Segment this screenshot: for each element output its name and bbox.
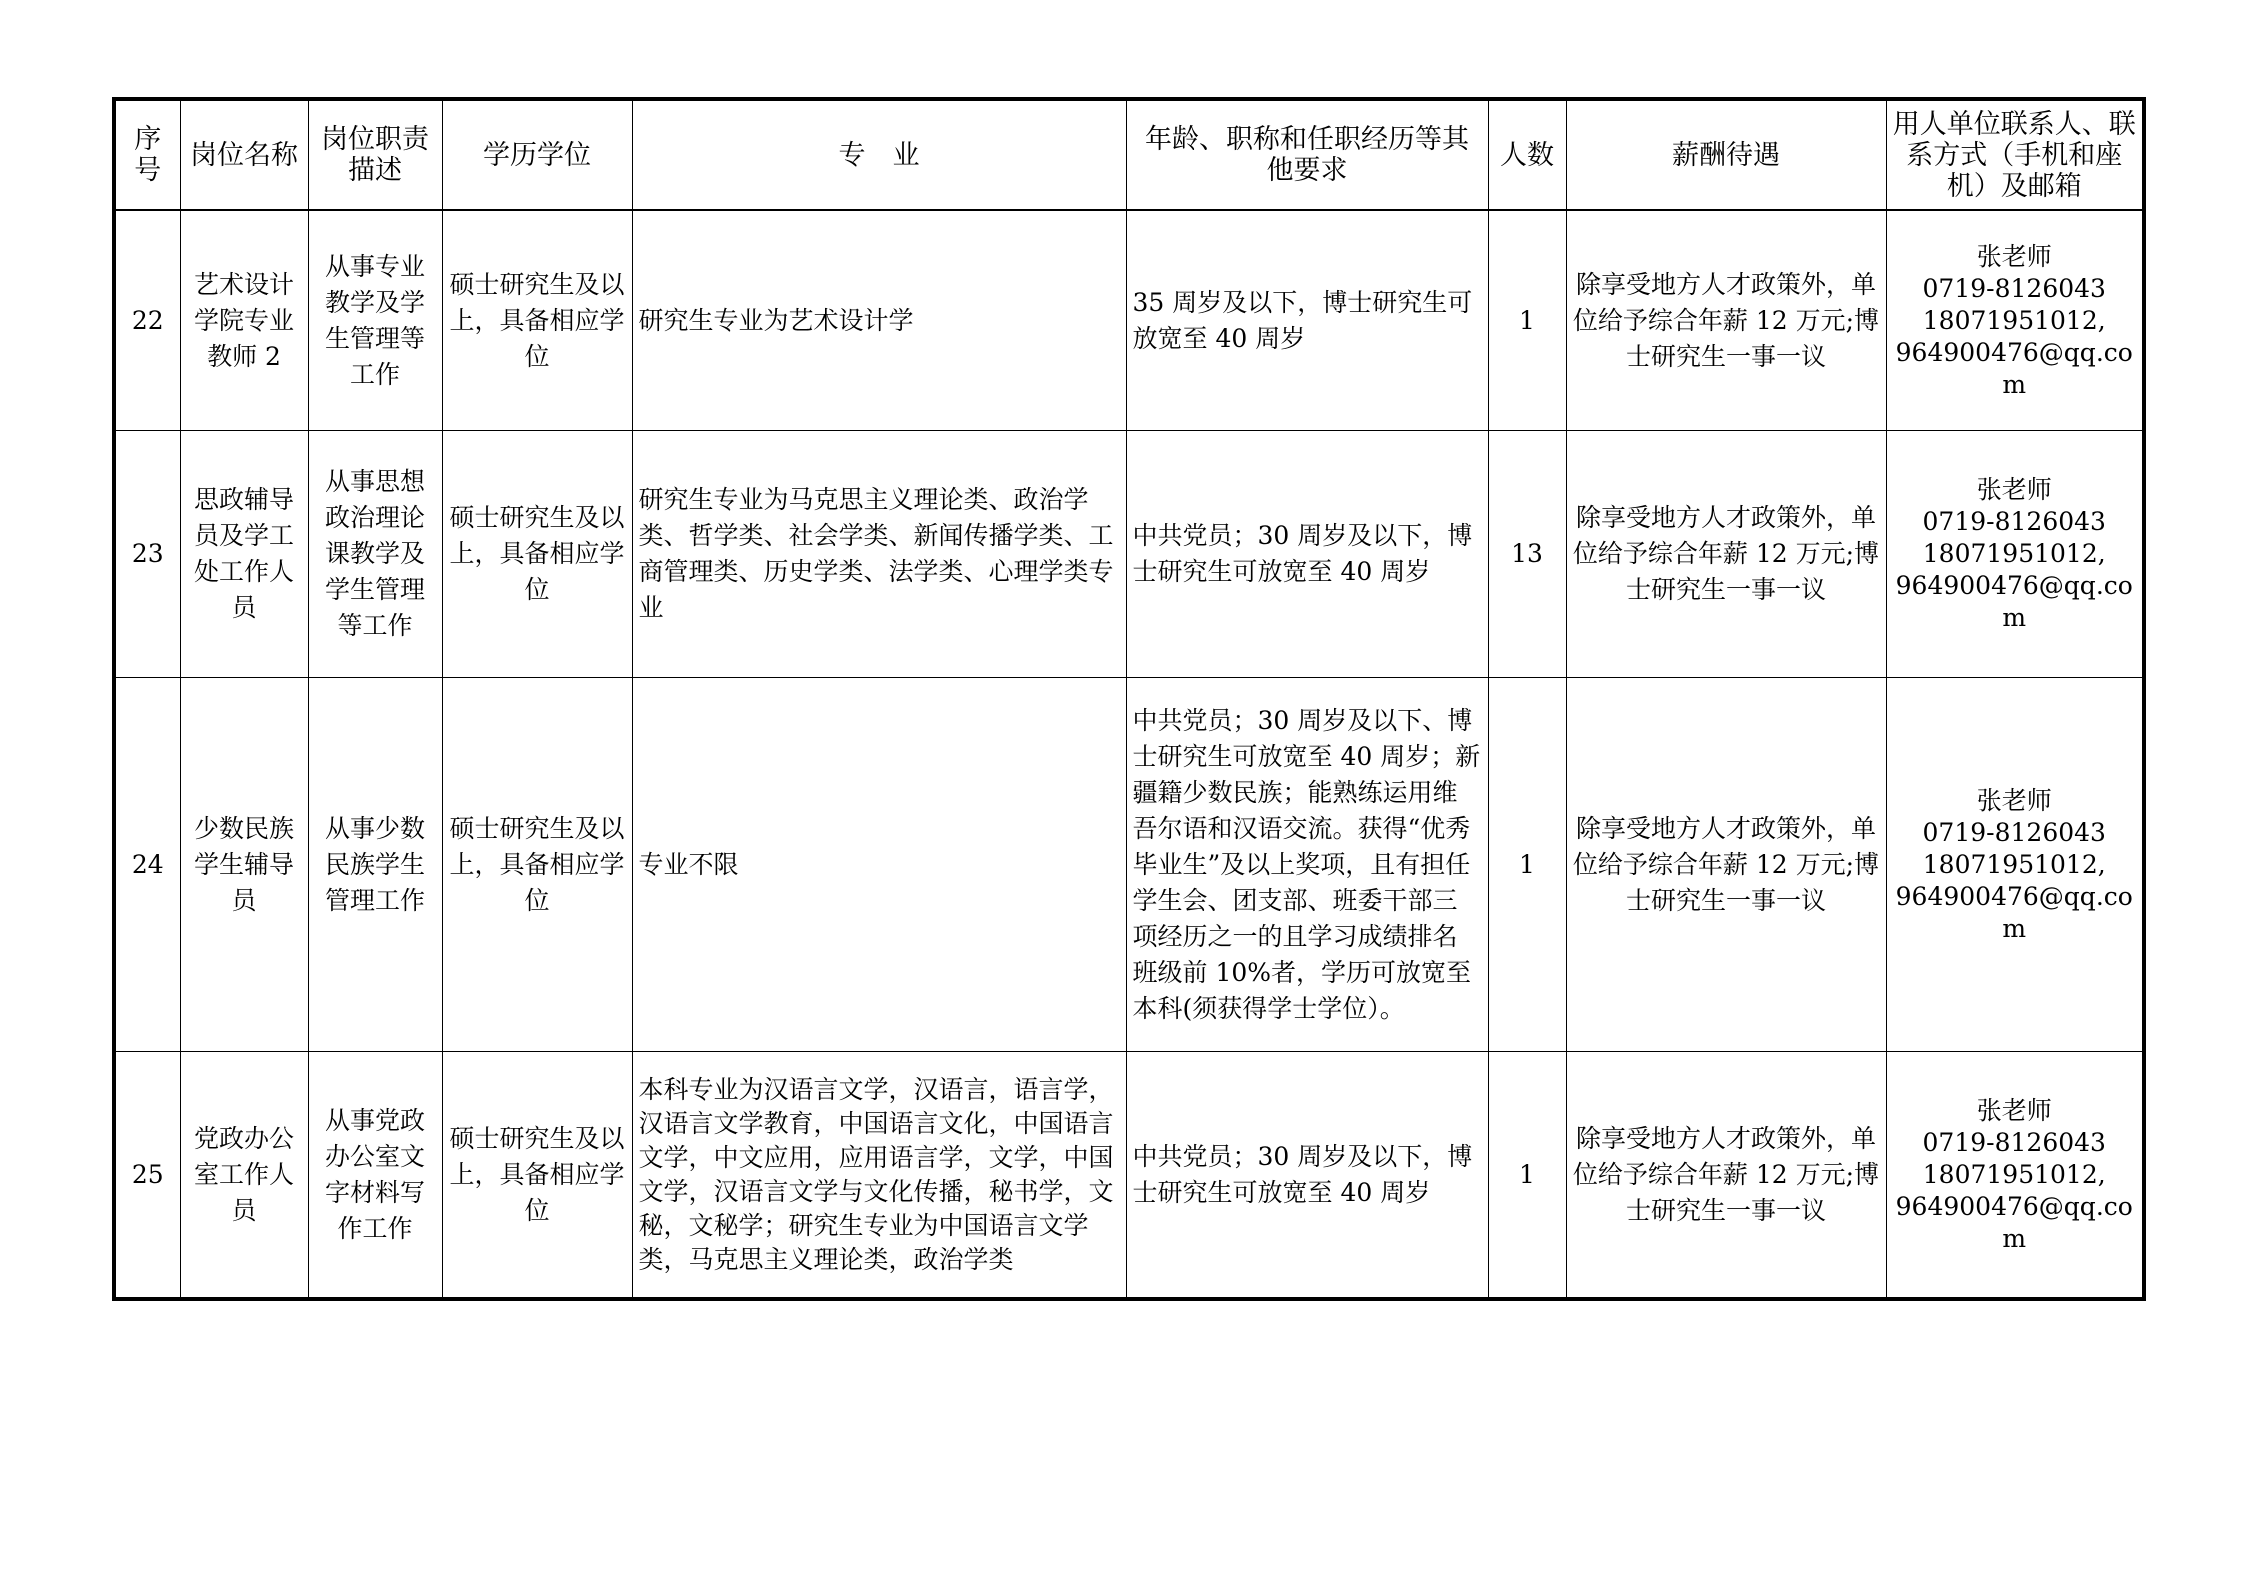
cell-education: 硕士研究生及以上，具备相应学位 [442, 210, 632, 431]
cell-count: 1 [1488, 210, 1566, 431]
cell-salary: 除享受地方人才政策外，单位给予综合年薪 12 万元;博士研究生一事一议 [1566, 431, 1886, 678]
cell-contact [1886, 678, 2144, 1052]
cell-post-name: 党政办公室工作人员 [180, 1052, 308, 1300]
cell-requirements: 中共党员；30 周岁及以下、博士研究生可放宽至 40 周岁；新疆籍少数民族；能熟练运用维吾尔语和汉语交流。获得“优秀毕业生”及以上奖项，且有担任学生会、团支部、班委干部三项经历之一的且学习成绩排名班级前 10%者，学历可放宽至本科(须获得学士学位）。 [1126, 678, 1488, 1052]
cell-contact [1886, 431, 2144, 678]
cell-count: 1 [1488, 678, 1566, 1052]
contact-landline: 0719-8126043 [1922, 1127, 2106, 1157]
cell-duty: 从事专业教学及学生管理等工作 [308, 210, 442, 431]
contact-mobile: 18071951012, [1922, 305, 2106, 335]
cell-count: 1 [1488, 1052, 1566, 1300]
cell-salary: 除享受地方人才政策外，单位给予综合年薪 12 万元;博士研究生一事一议 [1566, 1052, 1886, 1300]
header-requirements: 年龄、职称和任职经历等其他要求 [1126, 99, 1488, 210]
cell-contact [1886, 1052, 2144, 1300]
contact-mobile: 18071951012, [1922, 1159, 2106, 1189]
cell-requirements: 35 周岁及以下，博士研究生可放宽至 40 周岁 [1126, 210, 1488, 431]
header-row [114, 99, 2144, 210]
table-row [114, 431, 2144, 678]
header-major: 专 业 [632, 99, 1126, 210]
cell-requirements: 中共党员；30 周岁及以下，博士研究生可放宽至 40 周岁 [1126, 431, 1488, 678]
cell-seq: 25 [114, 1052, 180, 1300]
cell-major: 本科专业为汉语言文学，汉语言，语言学，汉语言文学教育，中国语言文化，中国语言文学，中文应用，应用语言学，文学，中国文学，汉语言文学与文化传播，秘书学，文秘，文秘学；研究生专业为中国语言文学类，马克思主义理论类，政治学类 [632, 1052, 1126, 1300]
cell-seq: 22 [114, 210, 180, 431]
cell-contact [1886, 210, 2144, 431]
cell-duty: 从事少数民族学生管理工作 [308, 678, 442, 1052]
header-duty: 岗位职责描述 [308, 99, 442, 210]
table-row [114, 678, 2144, 1052]
cell-count: 13 [1488, 431, 1566, 678]
recruitment-table-container [112, 97, 2142, 1301]
contact-name: 张老师 [1976, 785, 2052, 815]
recruitment-table [112, 97, 2146, 1301]
contact-name: 张老师 [1976, 241, 2052, 271]
contact-email: 964900476@qq.com [1895, 881, 2133, 943]
cell-post-name: 少数民族学生辅导员 [180, 678, 308, 1052]
cell-education: 硕士研究生及以上，具备相应学位 [442, 1052, 632, 1300]
cell-education: 硕士研究生及以上，具备相应学位 [442, 431, 632, 678]
contact-landline: 0719-8126043 [1922, 507, 2106, 536]
header-contact: 用人单位联系人、联系方式（手机和座机）及邮箱 [1886, 99, 2144, 210]
contact-email: 964900476@qq.com [1895, 571, 2133, 632]
header-seq: 序号 [114, 99, 180, 210]
contact-name: 张老师 [1976, 1095, 2052, 1125]
cell-seq: 23 [114, 431, 180, 678]
cell-major: 研究生专业为马克思主义理论类、政治学类、哲学类、社会学类、新闻传播学类、工商管理类、历史学类、法学类、心理学类专业 [632, 431, 1126, 678]
header-post-name: 岗位名称 [180, 99, 308, 210]
cell-major: 研究生专业为艺术设计学 [632, 210, 1126, 431]
cell-seq: 24 [114, 678, 180, 1052]
contact-name: 张老师 [1976, 475, 2052, 504]
contact-landline: 0719-8126043 [1922, 817, 2106, 847]
cell-education: 硕士研究生及以上，具备相应学位 [442, 678, 632, 1052]
table-row [114, 1052, 2144, 1300]
contact-email: 964900476@qq.com [1895, 1191, 2133, 1253]
header-education: 学历学位 [442, 99, 632, 210]
cell-salary: 除享受地方人才政策外，单位给予综合年薪 12 万元;博士研究生一事一议 [1566, 210, 1886, 431]
cell-duty: 从事思想政治理论课教学及学生管理等工作 [308, 431, 442, 678]
cell-major: 专业不限 [632, 678, 1126, 1052]
cell-salary: 除享受地方人才政策外，单位给予综合年薪 12 万元;博士研究生一事一议 [1566, 678, 1886, 1052]
header-salary: 薪酬待遇 [1566, 99, 1886, 210]
contact-mobile: 18071951012, [1922, 849, 2106, 879]
cell-post-name: 艺术设计学院专业教师 2 [180, 210, 308, 431]
contact-email: 964900476@qq.com [1895, 337, 2133, 399]
table-row [114, 210, 2144, 431]
header-count: 人数 [1488, 99, 1566, 210]
cell-duty: 从事党政办公室文字材料写作工作 [308, 1052, 442, 1300]
contact-mobile: 18071951012, [1922, 539, 2106, 568]
contact-landline: 0719-8126043 [1922, 273, 2106, 303]
cell-post-name: 思政辅导员及学工处工作人员 [180, 431, 308, 678]
cell-requirements: 中共党员；30 周岁及以下，博士研究生可放宽至 40 周岁 [1126, 1052, 1488, 1300]
